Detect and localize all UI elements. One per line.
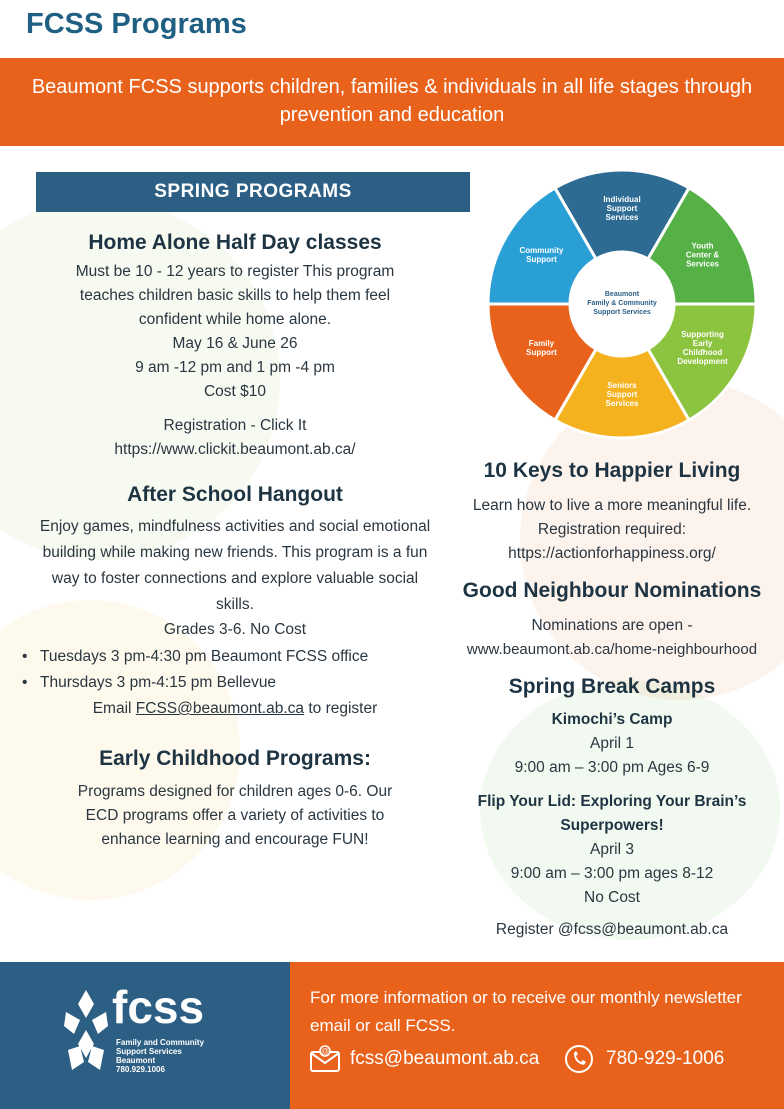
camp2-cost: No Cost: [584, 889, 640, 906]
wheel-segment-label: Seniors Support Services: [605, 381, 639, 408]
camp2-title: Flip Your Lid: Exploring Your Brain’s Superpowers!: [477, 793, 747, 834]
home-alone-dates: May 16 & June 26: [172, 335, 298, 352]
banner-text: Beaumont FCSS supports children, families & individuals in all life stages through prevention and education: [31, 76, 753, 126]
home-alone-registration: Registration - Click It: [163, 417, 307, 434]
camp2-date: April 3: [590, 841, 634, 858]
after-school-title: After School Hangout: [127, 483, 343, 506]
email-link[interactable]: FCSS@beaumont.ab.ca: [135, 700, 305, 717]
wheel-segment-label: Youth Center & Services: [685, 241, 720, 269]
after-school-grades: Grades 3-6. No Cost: [163, 621, 307, 638]
home-alone-url[interactable]: https://www.clickit.beaumont.ab.ca/: [114, 441, 356, 458]
fcss-logo: [64, 981, 264, 1086]
happier-living-section: [440, 456, 784, 566]
after-school-description: Enjoy games, mindfulness activities and social emotional building while making new friends. This program is a fun way to foster connections and explore valuable social skills.: [39, 518, 431, 613]
camps-register: Register @fcss@beaumont.ab.ca: [495, 921, 729, 938]
fcss-logo-icon: [64, 990, 108, 1076]
camp1-time: 9:00 am – 3:00 pm Ages 6-9: [514, 759, 710, 776]
after-school-email-line: Email FCSS@beaumont.ab.ca to register: [92, 700, 378, 717]
footer-info: For more information or to receive our monthly newsletter email or call FCSS.: [310, 988, 742, 1035]
schedule-item: • Tuesdays 3 pm-4:30 pm Beaumont FCSS office: [22, 644, 434, 670]
logo-wordmark: fcss: [112, 981, 205, 1033]
neighbour-url[interactable]: www.beaumont.ab.ca/home-neighbourhood: [466, 641, 758, 658]
services-wheel: [484, 166, 760, 442]
svg-text:@: @: [320, 1047, 330, 1056]
spring-camps-section: [440, 672, 784, 942]
spring-camps-title: Spring Break Camps: [508, 675, 716, 698]
early-childhood-description: Programs designed for children ages 0-6. Our ECD programs offer a variety of activities to enhance learning and encourage FUN!: [77, 783, 393, 848]
home-alone-title: Home Alone Half Day classes: [88, 231, 382, 254]
wheel-segment-label: Family Support: [526, 339, 557, 357]
wheel-segment-label: Supporting Early Childhood Development: [677, 330, 728, 366]
page-title: FCSS Programs: [26, 8, 247, 40]
home-alone-cost: Cost $10: [203, 383, 267, 400]
neighbour-title: Good Neighbour Nominations: [462, 579, 762, 602]
neighbour-description: Nominations are open -: [531, 617, 693, 634]
after-school-schedule: [36, 644, 434, 696]
home-alone-section: [36, 228, 434, 462]
home-alone-description: Must be 10 - 12 years to register This program teaches children basic skills to help them feel confident while home alone.: [75, 263, 395, 328]
wheel-segment-label: Individual Support Services: [603, 195, 641, 222]
phone-icon: [564, 1044, 598, 1074]
schedule-item: • Thursdays 3 pm-4:15 pm Bellevue: [22, 670, 434, 696]
logo-subtext: Family and Community Support Services Beaumont 780.929.1006: [116, 1038, 205, 1074]
happier-living-description: Learn how to live a more meaningful life.: [472, 497, 752, 514]
neighbour-section: [440, 576, 784, 662]
footer-phone-text: 780-929-1006: [606, 1048, 725, 1069]
footer-email-text: fcss@beaumont.ab.ca: [350, 1048, 540, 1069]
camp1-date: April 1: [590, 735, 634, 752]
left-column: [36, 228, 434, 862]
email-icon: [308, 1044, 342, 1074]
after-school-section: [36, 480, 434, 722]
wheel-center-label: Beaumont Family & Community Support Services: [587, 291, 657, 316]
footer-contact-panel: [290, 962, 784, 1109]
happier-living-url[interactable]: https://actionforhappiness.org/: [508, 545, 716, 562]
wheel-segment-label: Community Support: [519, 246, 564, 264]
footer-phone[interactable]: [564, 1044, 724, 1074]
right-column: [440, 456, 784, 952]
happier-living-registration: Registration required:: [537, 521, 687, 538]
home-alone-times: 9 am -12 pm and 1 pm -4 pm: [135, 359, 335, 376]
camp1-title: Kimochi’s Camp: [551, 711, 673, 728]
spring-programs-heading: SPRING PROGRAMS: [36, 172, 470, 212]
early-childhood-title: Early Childhood Programs:: [99, 747, 371, 770]
footer-email[interactable]: [308, 1044, 539, 1074]
camp2-time: 9:00 am – 3:00 pm ages 8-12: [510, 865, 714, 882]
early-childhood-section: [36, 744, 434, 852]
happier-living-title: 10 Keys to Happier Living: [483, 459, 741, 482]
intro-banner: [0, 58, 784, 146]
